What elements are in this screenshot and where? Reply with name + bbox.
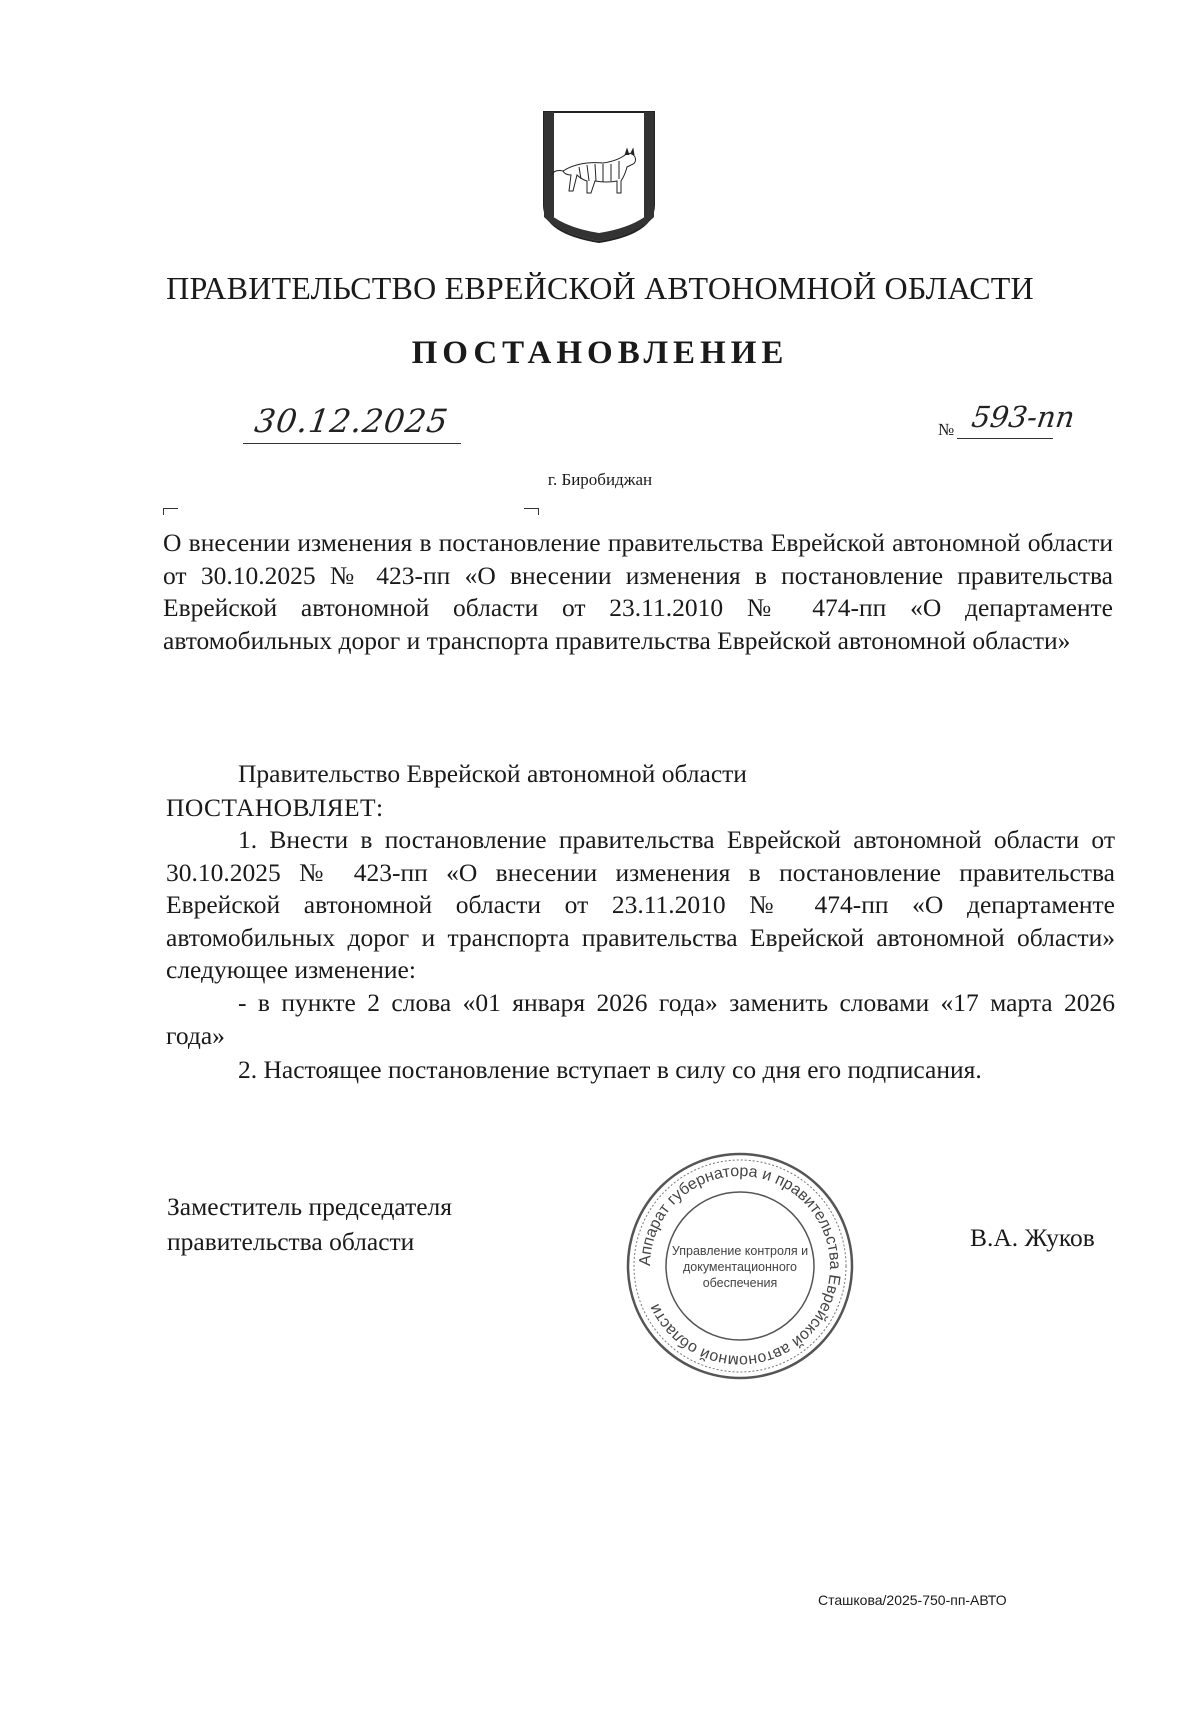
number-label: №	[938, 420, 955, 439]
item-2: 2. Настоящее постановление вступает в силу со дня его подписания.	[238, 1055, 982, 1084]
document-date: 30.12.2025	[252, 402, 451, 440]
subject-bracket-left	[163, 508, 178, 515]
stamp-inner-line-3: обеспечения	[702, 1276, 778, 1290]
stamp-outer-text: Аппарат губернатора и правительства Еврейской автономной области	[636, 1162, 844, 1370]
item-1-amendment: - в пункте 2 слова «01 января 2026 года» заменить словами «17 марта 2026 года»	[166, 988, 1115, 1050]
document-subject: О внесении изменения в постановление правительства Еврейской автономной области от 30.10.2025 № 423-пп «О внесении изменения в постановление правительства Еврейской автономной области от 23.11.2010 № 474-пп «О департаменте автомобильных дорог и транспорта правительства Еврейской автономной области»	[163, 528, 1113, 655]
coat-of-arms-tiger-icon	[541, 109, 657, 245]
preamble-line-1: Правительство Еврейской автономной области	[238, 759, 747, 788]
signer-position-line-1: Заместитель председателя	[167, 1192, 452, 1221]
stamp-inner-line-1: Управление контроля и	[671, 1244, 809, 1258]
coat-of-arms-emblem	[541, 109, 657, 245]
preamble-line-2: ПОСТАНОВЛЯЕТ:	[166, 793, 384, 822]
footer-document-code: Сташкова/2025-750-пп-АВТО	[818, 1592, 1007, 1608]
document-type-title: ПОСТАНОВЛЕНИЕ	[411, 335, 789, 371]
signer-name: В.А. Жуков	[970, 1223, 1095, 1252]
document-number: 593-пп	[969, 400, 1077, 434]
city-name: г. Биробиджан	[547, 470, 653, 489]
subject-bracket-right	[524, 508, 539, 515]
official-stamp-seal	[622, 1148, 858, 1384]
signer-position-line-2: правительства области	[167, 1227, 415, 1256]
item-1: 1. Внести в постановление правительства Еврейской автономной области от 30.10.2025 № 423-пп «О внесении изменения в постановление правительства Еврейской автономной области от 23.11.2010 № 474-пп «О департаменте автомобильных дорог и транспорта правительства Еврейской автономной области» следующее изменение:	[166, 825, 1115, 984]
signer-position	[167, 1189, 452, 1259]
date-underline	[243, 443, 461, 444]
official-stamp	[622, 1148, 858, 1384]
government-title: ПРАВИТЕЛЬСТВО ЕВРЕЙСКОЙ АВТОНОМНОЙ ОБЛАСТИ	[166, 270, 1034, 306]
number-underline	[957, 438, 1053, 439]
stamp-inner-line-2: документационного	[682, 1260, 798, 1274]
